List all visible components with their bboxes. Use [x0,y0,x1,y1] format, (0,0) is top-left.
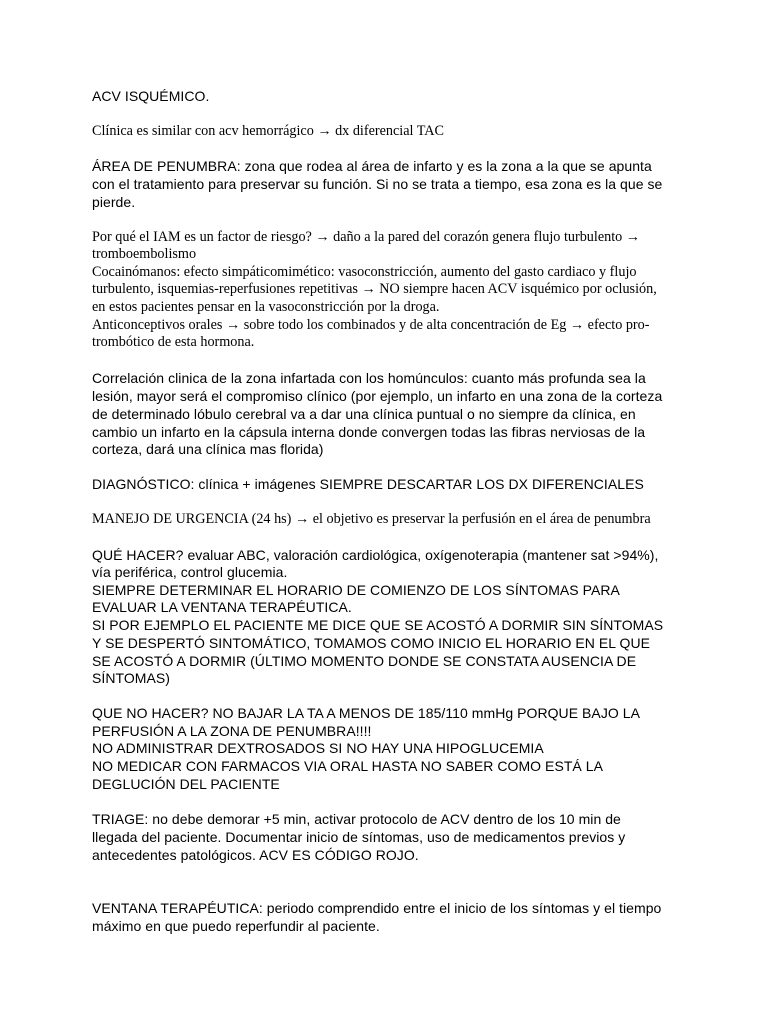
text-line: DIAGNÓSTICO: clínica + imágenes SIEMPRE DESCARTAR LOS DX DIFERENCIALES [92,476,644,492]
text-line: trombótico de esta hormona. [92,334,255,350]
text-line: MANEJO DE URGENCIA (24 hs) → el objetivo es preservar la perfusión en el área de penumbra [92,511,651,527]
text-line: NO ADMINISTRAR DEXTROSADOS SI NO HAY UNA HIPOGLUCEMIA [92,740,544,756]
text-line: vía periférica, control glucemia. [92,564,288,580]
text-line: QUE NO HACER? NO BAJAR LA TA A MENOS DE 185/110 mmHg PORQUE BAJO LA [92,705,640,721]
text-line: antecedentes patológicos. ACV ES CÓDIGO ROJO. [92,847,419,863]
text-line: NO MEDICAR CON FARMACOS VIA ORAL HASTA NO SABER COMO ESTÁ LA [92,758,603,774]
text-line: SÍNTOMAS) [92,670,170,686]
text-line: cambio un infarto en la cápsula interna donde convergen todas las fibras nerviosas de la [92,424,646,440]
text-line: TRIAGE: no debe demorar +5 min, activar protocolo de ACV dentro de los 10 min de [92,811,621,827]
text-line: ÁREA DE PENUMBRA: zona que rodea al área de infarto y es la zona a la que se apunta [92,158,652,174]
text-line: en estos pacientes pensar en la vasoconstricción por la droga. [92,299,440,315]
text-line: corteza, dará una clínica mas florida) [92,441,324,457]
text-line: llegada del paciente. Documentar inicio de síntomas, uso de medicamentos previos y [92,829,626,845]
text-line: Clínica es similar con acv hemorrágico → dx diferencial TAC [92,123,444,139]
text-line: DEGLUCIÓN DEL PACIENTE [92,776,280,792]
text-line: máximo en que puedo reperfundir al paciente. [92,918,380,934]
text-line: Correlación clinica de la zona infartada con los homúnculos: cuanto más profunda sea la [92,370,646,386]
text-line: pierde. [92,194,136,210]
text-line: lesión, mayor será el compromiso clínico (por ejemplo, un infarto en una zona de la corteza [92,388,663,404]
text-line: turbulento, isquemias-reperfusiones repetitivas → NO siempre hacen ACV isquémico por oclusión, [92,281,657,297]
text-line: Y SE DESPERTÓ SINTOMÁTICO, TOMAMOS COMO INICIO EL HORARIO EN EL QUE [92,635,651,651]
text-line: Por qué el IAM es un factor de riesgo? → daño a la pared del corazón genera flujo turbulento → [92,229,640,245]
text-line: QUÉ HACER? evaluar ABC, valoración cardiológica, oxígenoterapia (mantener sat >94%), [92,547,659,563]
text-line: de determinado lóbulo cerebral va a dar una clínica puntual o no siempre da clínica, en [92,406,636,422]
text-line: EVALUAR LA VENTANA TERAPÉUTICA. [92,599,352,615]
text-line: SE ACOSTÓ A DORMIR (ÚLTIMO MOMENTO DONDE SE CONSTATA AUSENCIA DE [92,653,637,669]
text-line: con el tratamiento para preservar su función. Si no se trata a tiempo, esa zona es la que se [92,176,663,192]
document-title: ACV ISQUÉMICO. [92,88,210,104]
text-line: PERFUSIÓN A LA ZONA DE PENUMBRA!!!! [92,723,372,739]
text-line: Cocainómanos: efecto simpáticomimético: vasoconstricción, aumento del gasto cardiaco y flujo [92,264,637,280]
text-line: Anticonceptivos orales → sobre todo los combinados y de alta concentración de Eg → efecto pro- [92,317,650,333]
text-line: VENTANA TERAPÉUTICA: periodo comprendido entre el inicio de los síntomas y el tiempo [92,900,662,916]
text-line: SI POR EJEMPLO EL PACIENTE ME DICE QUE SE ACOSTÓ A DORMIR SIN SÍNTOMAS [92,617,664,633]
text-line: tromboembolismo [92,246,197,262]
text-line: SIEMPRE DETERMINAR EL HORARIO DE COMIENZO DE LOS SÍNTOMAS PARA [92,582,620,598]
